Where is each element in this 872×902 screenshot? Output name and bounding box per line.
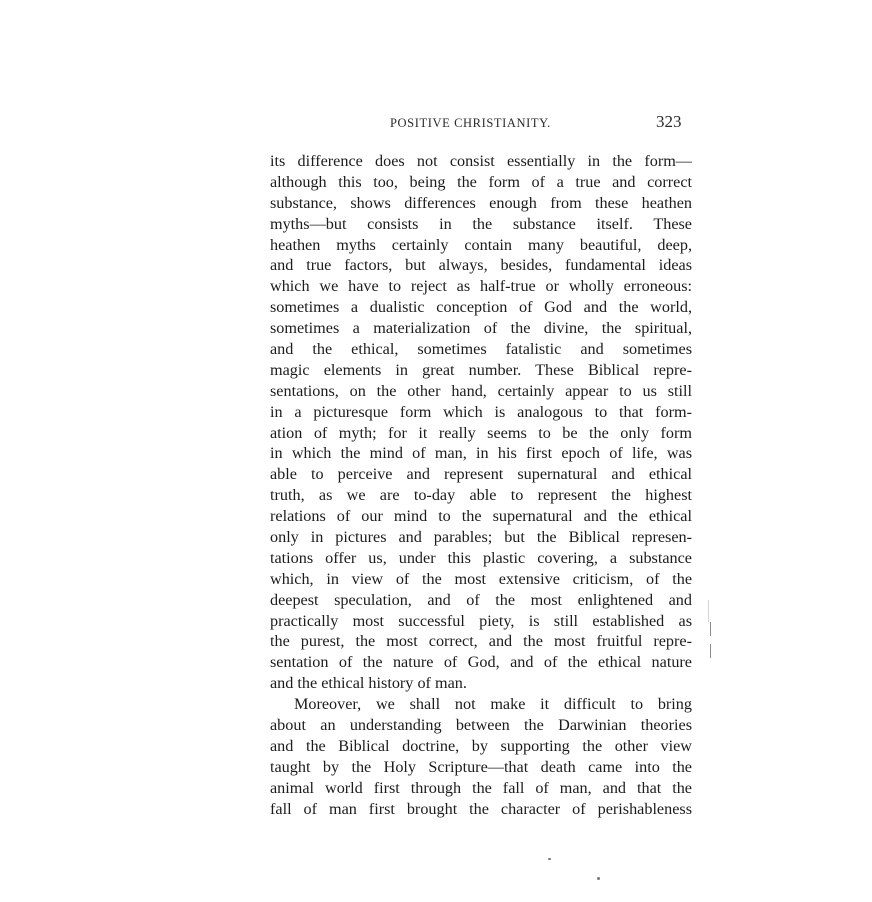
text-line: its difference does not consist essentially in the form— — [270, 152, 692, 170]
text-line: and true factors, but always, besides, fundamental ideas — [270, 256, 692, 275]
text-line: truth, as we are to-day able to represent the highest — [270, 486, 692, 505]
text-line: and the ethical history of man. — [270, 674, 467, 693]
text-line: sometimes a materialization of the divine, the spiritual, — [270, 319, 692, 338]
text-line: Moreover, we shall not make it difficult to bring — [294, 695, 692, 714]
text-line: about an understanding between the Darwinian theories — [270, 716, 692, 735]
text-line: substance, shows differences enough from these heathen — [270, 193, 692, 212]
text-line: relations of our mind to the supernatural and the ethical — [270, 507, 692, 526]
text-line: in a picturesque form which is analogous to that form- — [270, 402, 692, 421]
text-line: heathen myths certainly contain many beautiful, deep, — [270, 235, 692, 254]
text-line: in which the mind of man, in his first epoch of life, was — [270, 444, 692, 463]
text-line: and the ethical, sometimes fatalistic and sometimes — [270, 340, 692, 359]
page-number: 323 — [656, 112, 682, 131]
text-line: only in pictures and parables; but the Biblical represen- — [270, 528, 692, 547]
scan-speck — [548, 858, 551, 860]
text-line: the purest, the most correct, and the most fruitful repre- — [270, 632, 692, 651]
text-line: fall of man first brought the character of perishableness — [270, 799, 692, 818]
text-line: myths—but consists in the substance itself. These — [270, 214, 692, 233]
text-line: and the Biblical doctrine, by supporting the other view — [270, 736, 692, 755]
scan-speck — [597, 877, 600, 880]
text-line: sometimes a dualistic conception of God and the world, — [270, 298, 692, 317]
text-line: taught by the Holy Scripture—that death came into the — [270, 757, 692, 776]
scan-margin-mark — [710, 622, 711, 636]
text-line: able to perceive and represent supernatural and ethical — [270, 465, 692, 484]
running-title: POSITIVE CHRISTIANITY. — [390, 116, 551, 130]
text-line: animal world first through the fall of man, and that the — [270, 778, 692, 797]
text-line: which, in view of the most extensive criticism, of the — [270, 569, 692, 588]
text-line: although this too, being the form of a true and correct — [270, 172, 692, 191]
text-line: sentations, on the other hand, certainly appear to us still — [270, 381, 692, 400]
text-line: deepest speculation, and of the most enlightened and — [270, 590, 692, 609]
text-line: practically most successful piety, is still established as — [270, 611, 692, 630]
scan-margin-mark — [708, 600, 709, 622]
text-line: which we have to reject as half-true or wholly erroneous: — [270, 277, 692, 296]
text-line: ation of myth; for it really seems to be the only form — [270, 423, 692, 442]
text-line: tations offer us, under this plastic covering, a substance — [270, 548, 692, 567]
scan-margin-mark — [710, 644, 711, 658]
body-text — [270, 151, 692, 820]
text-line: sentation of the nature of God, and of the ethical nature — [270, 653, 692, 672]
text-line: magic elements in great number. These Biblical repre- — [270, 360, 692, 379]
